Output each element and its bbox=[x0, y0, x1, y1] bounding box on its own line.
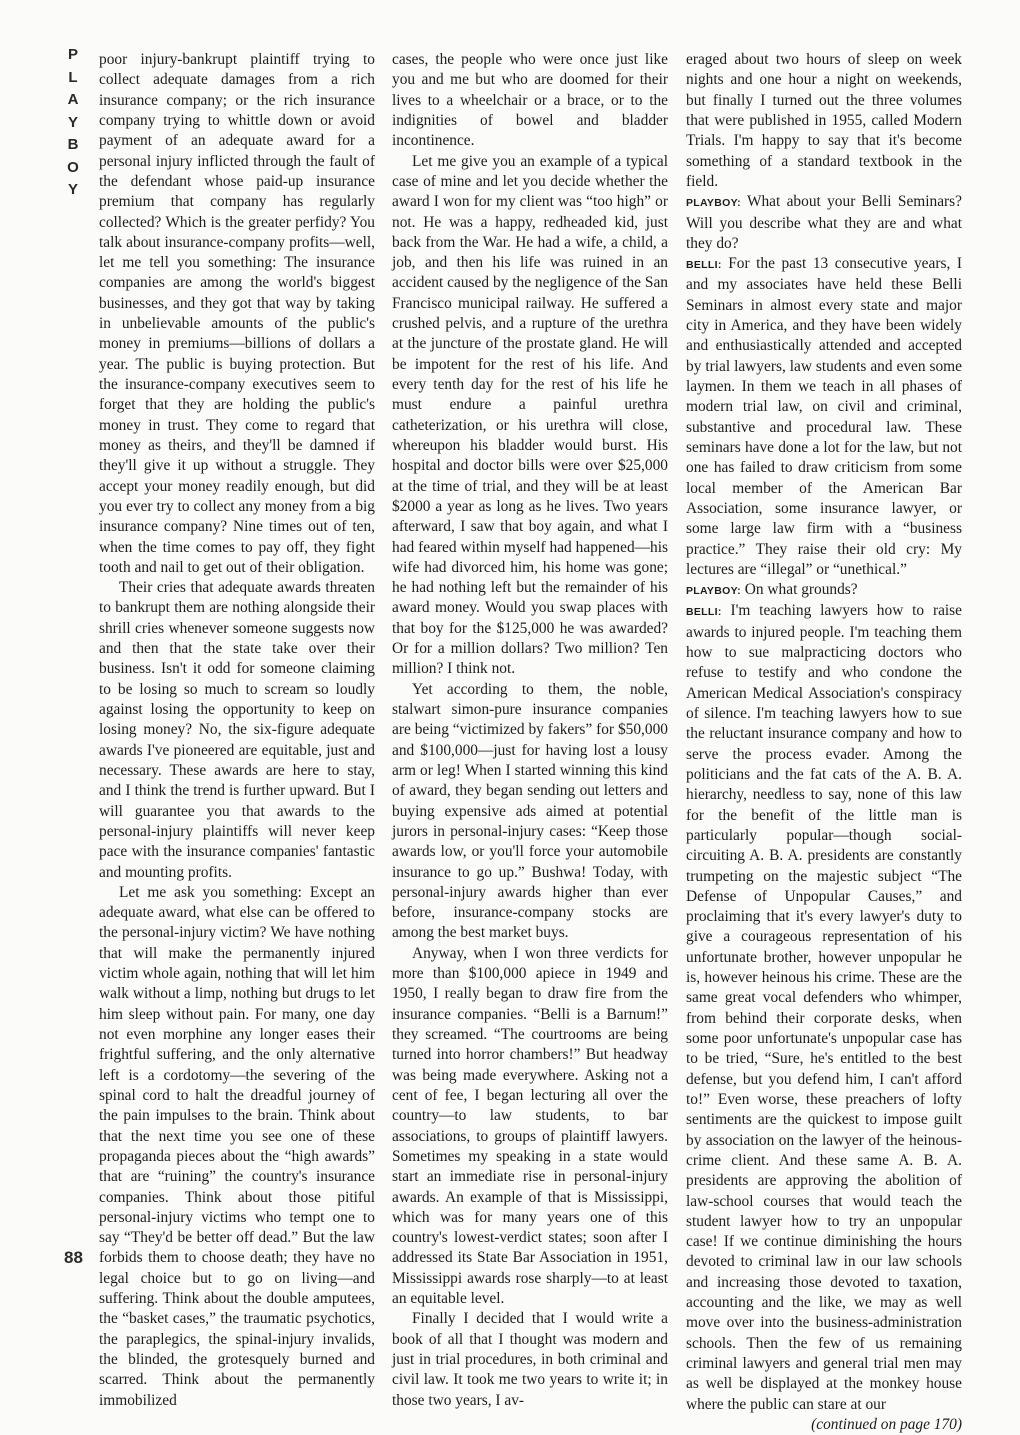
question-text: On what grounds? bbox=[740, 581, 858, 599]
question-text: What about your Belli Seminars? Will you describe what they are and what they do? bbox=[686, 193, 962, 252]
page-number: 88 bbox=[64, 1248, 83, 1267]
text-column-1 bbox=[99, 50, 375, 1411]
interview-answer bbox=[686, 254, 962, 580]
continued-note: (continued on page 170) bbox=[811, 1415, 962, 1433]
paragraph: Their cries that adequate awards threaten to bankrupt them are nothing alongside their shrill cries whenever someone suggests now and then that the state take over their business. Isn't it odd for someone claiming to be losing so much to scream so loudly against losing the opportunity to keep on losing money? No, the six-figure adequate awards I've pioneered are equitable, just and necessary. These awards are here to stay, and I think the trend is further upward. But I will guarantee you that awards to the personal-injury plaintiffs will never keep pace with the insurance companies' fantastic and mounting profits. bbox=[99, 579, 375, 881]
speaker-label: BELLI: bbox=[686, 606, 722, 619]
title-letter: A bbox=[67, 91, 79, 108]
text-column-2 bbox=[392, 50, 668, 1411]
interview-question bbox=[686, 192, 962, 254]
speaker-label: PLAYBOY: bbox=[686, 585, 741, 598]
speaker-label: BELLI: bbox=[686, 259, 722, 272]
title-letter: Y bbox=[67, 113, 78, 131]
title-letter: P bbox=[67, 46, 78, 63]
answer-text: For the past 13 consecutive years, I and my associates have held these Belli Seminars in almost every state and major city in America, and they have been widely and enthusiastically attended and accepted by trial lawyers, law students and even some laymen. In them we teach in all phases of modern trial law, on civil and criminal, substantive and procedural law. These seminars have done a lot for the law, but not one has failed to draw criticism from some local member of the American Bar Association, some insurance lawyer, or some large law firm with a “business practice.” They raise their old cry: My lectures are “illegal” or “unethical.” bbox=[686, 255, 962, 578]
magazine-title-vertical bbox=[64, 44, 82, 202]
interview-answer bbox=[686, 601, 962, 1415]
text-column-3 bbox=[686, 50, 962, 1435]
paragraph: Yet according to them, the noble, stalwart simon-pure insurance companies are being “victimized by fakers” for $50,000 and $100,000—just for having lost a lousy arm or leg! When I started winning this kind of award, they began sending out letters and buying expensive ads aimed at potential jurors in personal-injury cases: “Keep those awards low, or you'll force your automobile insurance to go up.” Bushwa! Today, with personal-injury awards higher than ever before, insurance-company stocks are among the best market buys. bbox=[392, 680, 668, 942]
paragraph: eraged about two hours of sleep on week nights and one hour a night on weekends, but finally I turned out the three volumes that were published in 1955, called Modern Trials. I'm happy to say that it's become something of a standard textbook in the field. bbox=[686, 51, 962, 190]
title-letter: O bbox=[67, 158, 79, 176]
speaker-label: PLAYBOY: bbox=[686, 197, 741, 210]
paragraph: cases, the people who were once just like you and me but who are doomed for their lives to a wheelchair or a brace, or to the indignities of bowel and bladder incontinence. bbox=[392, 51, 668, 150]
answer-text: I'm teaching lawyers how to raise awards to injured people. I'm teaching them how to sue malpracticing doctors who refuse to testify and who condone the American Medical Association's conspiracy of silence. I'm teaching lawyers how to sue the reluctant insurance company and how to serve the process evader. Among the politicians and the fat cats of the A. B. A. hierarchy, needless to say, none of this law for the benefit of the little man is particularly popular—though social-circuiting A. B. A. presidents are constantly trumpeting on the majestic subject “The Defense of Unpopular Causes,” and proclaiming that it's every lawyer's duty to give a courageous representation of his unfortunate brother, however unpopular he is, however heinous his crime. These are the same great vocal defenders who whimper, from behind their corporate desks, when some poor unfortunate's unpopular case has to be tried, “Sure, he's entitled to the best defense, but you defend him, I can't afford to!” Even worse, these preachers of lofty sentiments are the quickest to impose guilt by association on the lawyer of the heinous-crime client. And these same A. B. A. presidents are approving the abolition of law-school courses that would teach the student lawyer how to try an unpopular case! If we continue diminishing the hours devoted to criminal law in our law schools and increasing those devoted to taxation, accounting and the like, we may as well move over into the business-administration schools. Then the few of us remaining criminal lawyers and general trial men may as well be displayed at the monkey house where the public can stare at our bbox=[686, 602, 962, 1413]
paragraph: Let me give you an example of a typical case of mine and let you decide whether the award I won for my client was “too high” or not. He was a happy, redheaded kid, just back from the War. He had a wife, a child, a job, and then his life was ruined in an accident caused by the negligence of the San Francisco municipal railway. He suffered a crushed pelvis, and a rupture of the urethra at the juncture of the prostate gland. He will be impotent for the rest of his life. And every tenth day for the rest of his life he must endure a painful urethra catheterization, or his urethra will close, whereupon his bladder would burst. His hospital and doctor bills were over $25,000 at the time of trial, and they will be at least $2000 a year as long as he lives. Two years afterward, I saw that boy again, and what I had feared within myself had happened—his wife had divorced him, his home was gone; he had nothing left but the remainder of his award money. Would you swap places with that boy for the $125,000 he was awarded? Or for a million dollars? Two million? Ten million? I think not. bbox=[392, 152, 668, 678]
title-letter: Y bbox=[67, 181, 78, 198]
interview-question bbox=[686, 580, 962, 601]
title-letter: L bbox=[68, 68, 78, 86]
paragraph: Anyway, when I won three verdicts for more than $100,000 apiece in 1949 and 1950, I really began to draw fire from the insurance companies. “Belli is a Barnum!” they screamed. “The courtrooms are being turned into horror chambers!” But headway was being made everywhere. Asking not a cent of fee, I began lecturing all over the country—to law students, to bar associations, to groups of plaintiff lawyers. Sometimes my speaking in a state would start an immediate rise in personal-injury awards. An example of that is Mississippi, which was for many years one of this country's lowest-verdict states; soon after I addressed its State Bar Association in 1951, Mississippi awards rose sharply—to at least an equitable level. bbox=[392, 944, 668, 1308]
paragraph: poor injury-bankrupt plaintiff trying to collect adequate damages from a rich insurance company; or the rich insurance company trying to whittle down or avoid payment of an adequate award for a personal injury inflicted through the fault of the defendant whose paid-up insurance premium that company has regularly collected? Which is the greater perfidy? You talk about insurance-company profits—well, let me tell you something: The insurance companies are among the world's biggest businesses, and they got that way by taking in unbelievable amounts of the public's money in premiums—billions of dollars a year. The public is buying protection. But the insurance-company executives seem to forget that they are holding the public's money in trust. They come to regard that money as theirs, and they'll be damned if they'll give it up without a struggle. They accept your money readily enough, but did you ever try to collect any money from a big insurance company? Nine times out of ten, when the time comes to pay off, they fight tooth and nail to get out of their obligation. bbox=[99, 51, 375, 576]
paragraph: Finally I decided that I would write a book of all that I thought was modern and just in trial procedures, in both criminal and civil law. It took me two years to write it; in those two years, I av- bbox=[392, 1310, 668, 1409]
title-letter: B bbox=[67, 136, 79, 153]
paragraph: Let me ask you something: Except an adequate award, what else can be offered to the personal-injury victim? We have nothing that will make the permanently injured victim whole again, nothing that will let him walk without a limp, nothing but drugs to let him sleep without pain. For many, one day not even morphine any longer eases their frightful suffering, and the only alternative left is a cordotomy—the severing of the spinal cord to halt the dreadful journey of the pain impulses to the brain. Think about that the next time you see one of these propaganda pieces about the “high awards” that are “ruining” the country's insurance companies. Think about those pitiful personal-injury victims who tempt one to say “They'd be better off dead.” But the law forbids them to choose death; they have no legal choice but to go on living—and suffering. Think about the double amputees, the “basket cases,” the traumatic psychotics, the paraplegics, the spinal-injury invalids, the blinded, the grotesquely burned and scarred. Think about the permanently immobilized bbox=[99, 883, 375, 1409]
